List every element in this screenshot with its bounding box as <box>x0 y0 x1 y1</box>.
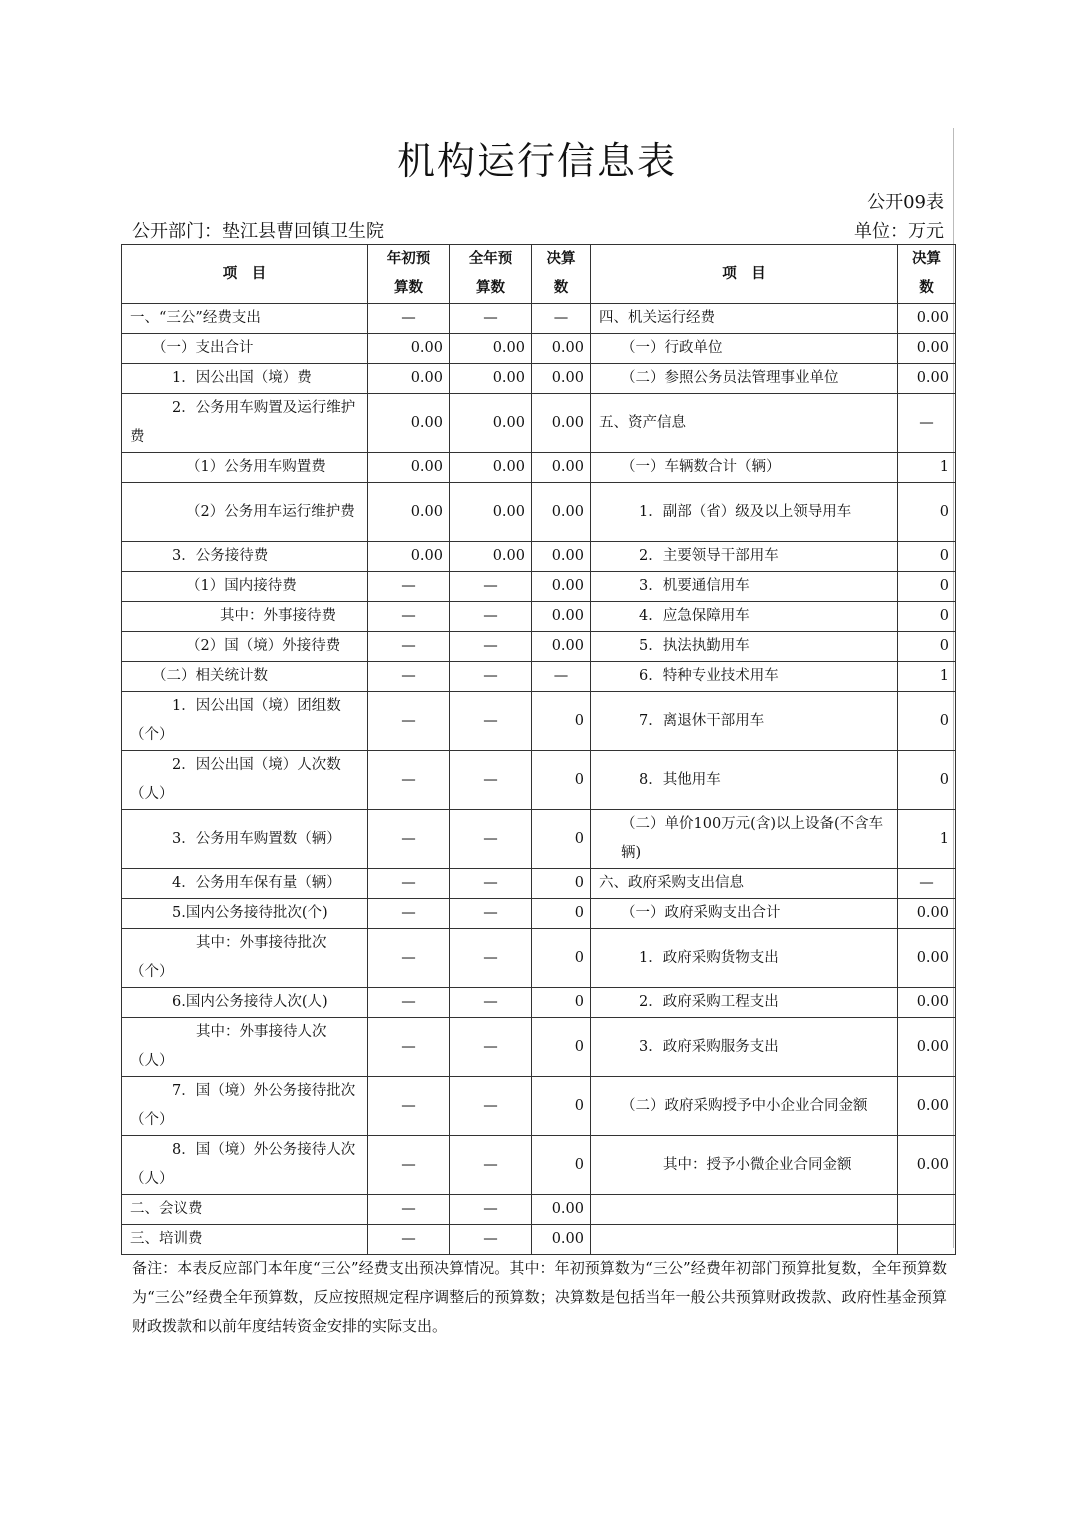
right-item-label: 4．应急保障用车 <box>591 602 898 632</box>
final-cell: 0 <box>532 1018 591 1077</box>
full-budget-cell: 0.00 <box>450 334 532 364</box>
row-item-label: 其中：外事接待费 <box>122 602 368 632</box>
table-row <box>122 632 956 662</box>
full-budget-cell: — <box>450 751 532 810</box>
final-cell: 0.00 <box>532 483 591 542</box>
right-final-cell: 0 <box>898 602 956 632</box>
full-budget-cell: — <box>450 1195 532 1225</box>
row-item-label: 二、会议费 <box>122 1195 368 1225</box>
final-cell: 0.00 <box>532 602 591 632</box>
header-item: 项 目 <box>122 245 368 304</box>
final-cell: 0.00 <box>532 334 591 364</box>
final-cell: 0 <box>532 899 591 929</box>
final-cell: 0 <box>532 1077 591 1136</box>
right-item-label: 6．特种专业技术用车 <box>591 662 898 692</box>
row-item-label: 3．公务用车购置数（辆） <box>122 810 368 869</box>
right-final-cell <box>898 1195 956 1225</box>
row-item-label: 1．因公出国（境）团组数（个） <box>122 692 368 751</box>
row-item-label: 其中：外事接待人次（人） <box>122 1018 368 1077</box>
table-body <box>122 304 956 1255</box>
right-final-cell: 0 <box>898 632 956 662</box>
full-budget-cell: — <box>450 572 532 602</box>
initial-budget-cell: — <box>368 632 450 662</box>
table-row <box>122 1136 956 1195</box>
page-title: 机构运行信息表 <box>396 139 677 183</box>
final-cell: 0.00 <box>532 632 591 662</box>
full-budget-cell: 0.00 <box>450 394 532 453</box>
right-final-cell: 0.00 <box>898 364 956 394</box>
initial-budget-cell: — <box>368 1225 450 1255</box>
final-cell: 0 <box>532 751 591 810</box>
full-budget-cell: — <box>450 1136 532 1195</box>
right-item-label: （二）单价100万元(含)以上设备(不含车辆) <box>591 810 898 869</box>
right-item-label: 其中：授予小微企业合同金额 <box>591 1136 898 1195</box>
full-budget-cell: — <box>450 692 532 751</box>
right-item-label: （一）政府采购支出合计 <box>591 899 898 929</box>
initial-budget-cell: 0.00 <box>368 364 450 394</box>
initial-budget-cell: 0.00 <box>368 453 450 483</box>
table-row <box>122 1195 956 1225</box>
initial-budget-cell: 0.00 <box>368 542 450 572</box>
initial-budget-cell: — <box>368 1077 450 1136</box>
right-item-label: 5．执法执勤用车 <box>591 632 898 662</box>
right-final-cell: — <box>898 394 956 453</box>
full-budget-cell: — <box>450 810 532 869</box>
row-item-label: 6.国内公务接待人次(人) <box>122 988 368 1018</box>
right-final-cell: 0 <box>898 483 956 542</box>
final-cell: 0.00 <box>532 572 591 602</box>
initial-budget-cell: — <box>368 602 450 632</box>
full-budget-cell: — <box>450 899 532 929</box>
row-item-label: 2．因公出国（境）人次数（人） <box>122 751 368 810</box>
row-item-label: 2．公务用车购置及运行维护费 <box>122 394 368 453</box>
initial-budget-cell: 0.00 <box>368 394 450 453</box>
footnote: 备注：本表反应部门本年度“三公”经费支出预决算情况。其中：年初预算数为“三公”经费年初部门预算批复数，全年预算数为“三公”经费全年预算数，反应按照规定程序调整后的预算数；决算数是包括当年一般公共预算财政拨款、政府性基金预算财政拨款和以前年度结转资金安排的实际支出。 <box>132 1259 947 1335</box>
initial-budget-cell: — <box>368 869 450 899</box>
table-row <box>122 304 956 334</box>
row-item-label: （一）支出合计 <box>122 334 368 364</box>
full-budget-cell: — <box>450 869 532 899</box>
final-cell: 0 <box>532 869 591 899</box>
table-row <box>122 1225 956 1255</box>
right-final-cell: 0.00 <box>898 1018 956 1077</box>
full-budget-cell: 0.00 <box>450 542 532 572</box>
right-item-label: （一）车辆数合计（辆） <box>591 453 898 483</box>
right-final-cell: 0.00 <box>898 334 956 364</box>
table-row <box>122 394 956 453</box>
unit-label: 单位：万元 <box>854 221 944 242</box>
right-final-cell: 0.00 <box>898 929 956 988</box>
right-item-label <box>591 1225 898 1255</box>
table-row <box>122 988 956 1018</box>
header-right-final: 决算 数 <box>898 245 956 304</box>
right-final-cell <box>898 1225 956 1255</box>
right-item-label: 1．政府采购货物支出 <box>591 929 898 988</box>
final-cell: — <box>532 662 591 692</box>
right-final-cell: 0 <box>898 542 956 572</box>
full-budget-cell: — <box>450 602 532 632</box>
row-item-label: 三、培训费 <box>122 1225 368 1255</box>
final-cell: 0 <box>532 988 591 1018</box>
initial-budget-cell: — <box>368 751 450 810</box>
row-item-label: 8．国（境）外公务接待人次（人） <box>122 1136 368 1195</box>
table-row <box>122 334 956 364</box>
final-cell: 0.00 <box>532 394 591 453</box>
row-item-label: 一、“三公”经费支出 <box>122 304 368 334</box>
right-item-label: 8．其他用车 <box>591 751 898 810</box>
right-item-label <box>591 1195 898 1225</box>
table-row <box>122 810 956 869</box>
row-item-label: （1）国内接待费 <box>122 572 368 602</box>
final-cell: 0 <box>532 929 591 988</box>
right-final-cell: 0.00 <box>898 1077 956 1136</box>
right-item-label: 四、机关运行经费 <box>591 304 898 334</box>
header-final: 决算 数 <box>532 245 591 304</box>
final-cell: 0.00 <box>532 1225 591 1255</box>
row-item-label: 5.国内公务接待批次(个) <box>122 899 368 929</box>
initial-budget-cell: — <box>368 810 450 869</box>
right-item-label: 2．主要领导干部用车 <box>591 542 898 572</box>
table-row <box>122 483 956 542</box>
table-row <box>122 869 956 899</box>
header-row <box>122 245 956 304</box>
right-item-label: 五、资产信息 <box>591 394 898 453</box>
full-budget-cell: — <box>450 929 532 988</box>
table-row <box>122 692 956 751</box>
initial-budget-cell: — <box>368 692 450 751</box>
full-budget-cell: — <box>450 1077 532 1136</box>
row-item-label: （1）公务用车购置费 <box>122 453 368 483</box>
right-final-cell: 1 <box>898 662 956 692</box>
full-budget-cell: — <box>450 662 532 692</box>
initial-budget-cell: — <box>368 929 450 988</box>
initial-budget-cell: 0.00 <box>368 334 450 364</box>
initial-budget-cell: — <box>368 988 450 1018</box>
table-row <box>122 1077 956 1136</box>
final-cell: 0.00 <box>532 542 591 572</box>
final-cell: 0.00 <box>532 453 591 483</box>
row-item-label: （2）公务用车运行维护费 <box>122 483 368 542</box>
right-final-cell: 0.00 <box>898 304 956 334</box>
row-item-label: （二）相关统计数 <box>122 662 368 692</box>
right-final-cell: 1 <box>898 810 956 869</box>
right-item-label: （一）行政单位 <box>591 334 898 364</box>
header-initial-budget: 年初预 算数 <box>368 245 450 304</box>
table-row <box>122 899 956 929</box>
row-item-label: 7．国（境）外公务接待批次（个） <box>122 1077 368 1136</box>
right-item-label: （二）政府采购授予中小企业合同金额 <box>591 1077 898 1136</box>
table-row <box>122 602 956 632</box>
full-budget-cell: 0.00 <box>450 453 532 483</box>
right-item-label: 3．政府采购服务支出 <box>591 1018 898 1077</box>
table-code: 公开09表 <box>867 192 944 213</box>
full-budget-cell: — <box>450 988 532 1018</box>
table-row <box>122 453 956 483</box>
table-row <box>122 364 956 394</box>
info-table <box>121 244 956 1255</box>
final-cell: 0.00 <box>532 1195 591 1225</box>
full-budget-cell: — <box>450 1225 532 1255</box>
initial-budget-cell: 0.00 <box>368 483 450 542</box>
final-cell: 0 <box>532 1136 591 1195</box>
row-item-label: 其中：外事接待批次（个） <box>122 929 368 988</box>
full-budget-cell: 0.00 <box>450 364 532 394</box>
row-item-label: 4．公务用车保有量（辆） <box>122 869 368 899</box>
initial-budget-cell: — <box>368 304 450 334</box>
right-final-cell: 0.00 <box>898 899 956 929</box>
right-final-cell: 0.00 <box>898 988 956 1018</box>
department-label: 公开部门：垫江县曹回镇卫生院 <box>132 221 384 242</box>
initial-budget-cell: — <box>368 1136 450 1195</box>
right-item-label: 2．政府采购工程支出 <box>591 988 898 1018</box>
table-row <box>122 751 956 810</box>
right-final-cell: 0 <box>898 572 956 602</box>
initial-budget-cell: — <box>368 572 450 602</box>
right-item-label: 六、政府采购支出信息 <box>591 869 898 899</box>
final-cell: 0 <box>532 692 591 751</box>
right-item-label: （二）参照公务员法管理事业单位 <box>591 364 898 394</box>
full-budget-cell: — <box>450 1018 532 1077</box>
row-item-label: 3．公务接待费 <box>122 542 368 572</box>
table-row <box>122 929 956 988</box>
full-budget-cell: 0.00 <box>450 483 532 542</box>
right-item-label: 3．机要通信用车 <box>591 572 898 602</box>
initial-budget-cell: — <box>368 1195 450 1225</box>
right-final-cell: 1 <box>898 453 956 483</box>
right-final-cell: — <box>898 869 956 899</box>
final-cell: — <box>532 304 591 334</box>
full-budget-cell: — <box>450 632 532 662</box>
final-cell: 0 <box>532 810 591 869</box>
right-item-label: 1．副部（省）级及以上领导用车 <box>591 483 898 542</box>
table-row <box>122 662 956 692</box>
right-final-cell: 0.00 <box>898 1136 956 1195</box>
table-row <box>122 572 956 602</box>
right-final-cell: 0 <box>898 692 956 751</box>
initial-budget-cell: — <box>368 662 450 692</box>
initial-budget-cell: — <box>368 1018 450 1077</box>
table-row <box>122 1018 956 1077</box>
header-right-item: 项 目 <box>591 245 898 304</box>
final-cell: 0.00 <box>532 364 591 394</box>
header-full-budget: 全年预 算数 <box>450 245 532 304</box>
full-budget-cell: — <box>450 304 532 334</box>
row-item-label: 1．因公出国（境）费 <box>122 364 368 394</box>
initial-budget-cell: — <box>368 899 450 929</box>
table-row <box>122 542 956 572</box>
row-item-label: （2）国（境）外接待费 <box>122 632 368 662</box>
right-item-label: 7．离退休干部用车 <box>591 692 898 751</box>
right-final-cell: 0 <box>898 751 956 810</box>
